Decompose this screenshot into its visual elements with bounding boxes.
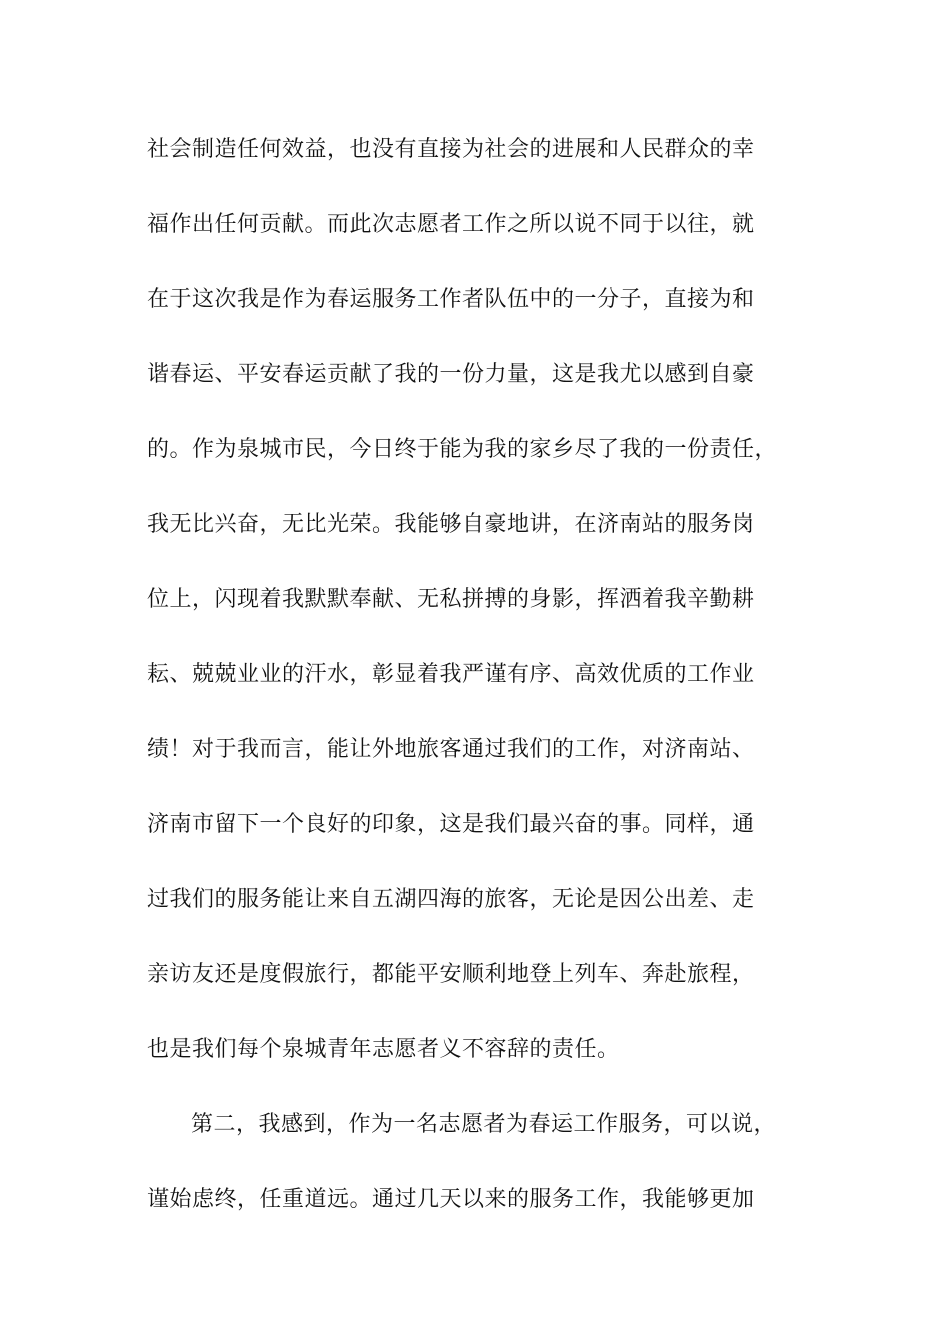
text-line: 也是我们每个泉城青年志愿者义不容辞的责任。 [147,1037,620,1062]
text-line: 绩！对于我而言，能让外地旅客通过我们的工作，对济南站、 [147,737,755,762]
paragraph-start-line: 第二，我感到，作为一名志愿者为春运工作服务，可以说， [191,1112,777,1137]
text-line: 谨始虑终，任重道远。通过几天以来的服务工作，我能够更加 [147,1187,755,1212]
text-line: 济南市留下一个良好的印象，这是我们最兴奋的事。同样，通 [147,812,755,837]
text-line: 亲访友还是度假旅行，都能平安顺利地登上列车、奔赴旅程， [147,962,755,987]
body-text [147,128,807,1253]
text-line: 位上，闪现着我默默奉献、无私拼搏的身影，挥洒着我辛勤耕 [147,587,755,612]
text-line: 福作出任何贡献。而此次志愿者工作之所以说不同于以往，就 [147,212,755,237]
text-line: 耘、兢兢业业的汗水，彰显着我严谨有序、高效优质的工作业 [147,662,755,687]
text-line: 在于这次我是作为春运服务工作者队伍中的一分子，直接为和 [147,287,755,312]
text-line: 的。作为泉城市民，今日终于能为我的家乡尽了我的一份责任， [147,437,778,462]
text-line: 谐春运、平安春运贡献了我的一份力量，这是我尤以感到自豪 [147,362,755,387]
text-line: 过我们的服务能让来自五湖四海的旅客，无论是因公出差、走 [147,887,755,912]
text-line: 我无比兴奋，无比光荣。我能够自豪地讲，在济南站的服务岗 [147,512,755,537]
text-line: 社会制造任何效益，也没有直接为社会的进展和人民群众的幸 [147,137,755,162]
